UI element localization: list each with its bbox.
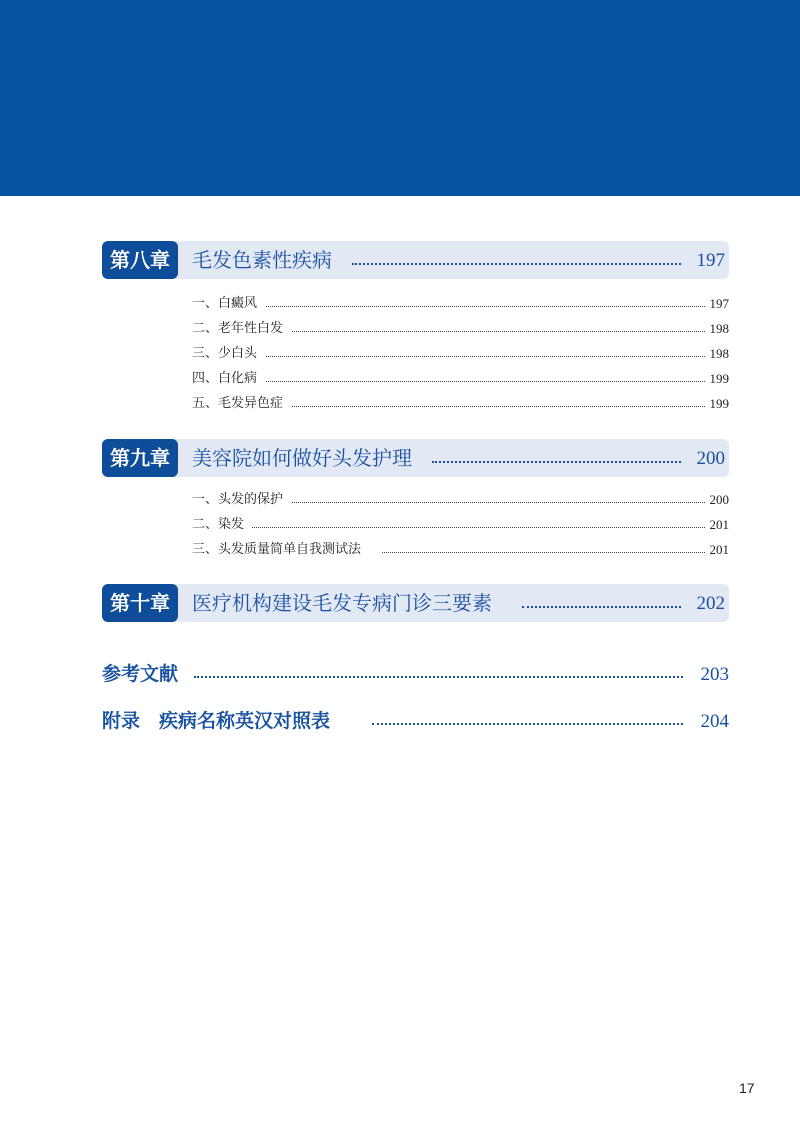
leader-dots	[352, 263, 681, 265]
toc-appendix[interactable]	[102, 706, 729, 736]
entry-page: 198	[709, 321, 729, 336]
entry-title: 五、毛发异色症	[192, 396, 284, 411]
references-page: 203	[700, 664, 729, 685]
toc-entry[interactable]	[192, 515, 729, 535]
page-number: 17	[739, 1080, 755, 1096]
leader-dots	[266, 356, 705, 357]
entry-page: 201	[709, 517, 729, 532]
toc-entry[interactable]	[192, 369, 729, 389]
toc-entry[interactable]	[192, 294, 729, 314]
leader-dots	[292, 406, 705, 407]
entry-page: 200	[709, 492, 729, 507]
toc-entry[interactable]	[192, 540, 729, 560]
toc-entry[interactable]	[192, 490, 729, 510]
entry-title: 三、头发质量简单自我测试法	[192, 542, 362, 557]
chapter-page: 202	[696, 593, 725, 614]
chapter-title: 毛发色素性疾病	[192, 241, 340, 279]
leader-dots	[266, 306, 705, 307]
leader-dots	[372, 723, 683, 725]
leader-dots	[194, 676, 683, 678]
references-title: 参考文献	[102, 663, 179, 685]
chapter-page: 200	[696, 448, 725, 469]
leader-dots	[292, 331, 705, 332]
entry-title: 一、白癜风	[192, 296, 258, 311]
leader-dots	[522, 606, 681, 608]
entry-page: 199	[709, 371, 729, 386]
entry-title: 二、老年性白发	[192, 321, 284, 336]
toc-references[interactable]	[102, 659, 729, 689]
leader-dots	[292, 502, 705, 503]
entry-page: 199	[709, 396, 729, 411]
entry-title: 三、少白头	[192, 346, 258, 361]
entry-page: 197	[709, 296, 729, 311]
leader-dots	[432, 461, 681, 463]
appendix-page: 204	[700, 711, 729, 732]
chapter-title: 医疗机构建设毛发专病门诊三要素	[192, 584, 500, 622]
entry-page: 201	[709, 542, 729, 557]
chapter-heading[interactable]	[102, 439, 729, 477]
entry-title: 四、白化病	[192, 371, 258, 386]
chapter-label: 第十章	[102, 584, 178, 622]
leader-dots	[252, 527, 705, 528]
header-band	[0, 0, 800, 196]
entry-title: 一、头发的保护	[192, 492, 284, 507]
toc-entry[interactable]	[192, 344, 729, 364]
appendix-title: 附录 疾病名称英汉对照表	[102, 710, 331, 732]
chapter-heading[interactable]	[102, 584, 729, 622]
chapter-page: 197	[696, 250, 725, 271]
toc-entry[interactable]	[192, 394, 729, 414]
entry-title: 二、染发	[192, 517, 245, 532]
entry-page: 198	[709, 346, 729, 361]
leader-dots	[382, 552, 705, 553]
chapter-label: 第八章	[102, 241, 178, 279]
chapter-heading[interactable]	[102, 241, 729, 279]
chapter-title: 美容院如何做好头发护理	[192, 439, 420, 477]
leader-dots	[266, 381, 705, 382]
toc-entry[interactable]	[192, 319, 729, 339]
chapter-label: 第九章	[102, 439, 178, 477]
